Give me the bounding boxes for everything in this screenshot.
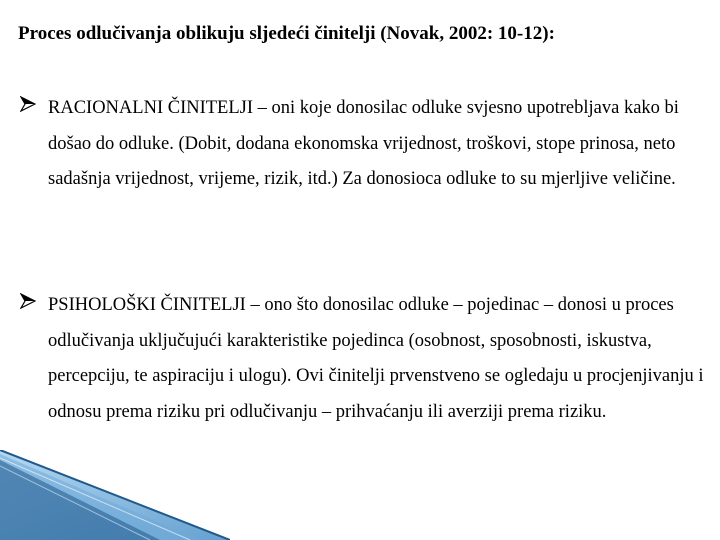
- bullet-text: PSIHOLOŠKI ČINITELJI – ono što donosilac odluke – pojedinac – donosi u proces odlučivanja uključujući karakteristike pojedinca (osobnost, sposobnosti, iskustva, percepciju, te aspiraciju i ulogu). Ovi činitelji prvenstveno se ogledaju u procjenjivanju i odnosu prema riziku pri odlučivanju – prihvaćanju ili averziji prema riziku.: [48, 295, 704, 422]
- bullet-item-psychological-factors: [20, 288, 710, 430]
- bullet-text: RACIONALNI ČINITELJI – oni koje donosilac odluke svjesno upotrebljava kako bi došao do odluke. (Dobit, dodana ekonomska vrijednost, troškovi, stope prinosa, neto sadašnja vrijednost, vrijeme, rizik, itd.) Za donosioca odluke to su mjerljive veličine.: [48, 98, 679, 189]
- arrowhead-bullet-icon: [20, 96, 36, 112]
- bullet-item-rational-factors: [20, 91, 710, 198]
- arrowhead-bullet-icon: [20, 293, 36, 309]
- corner-decoration: [0, 450, 230, 540]
- slide-title: Proces odlučivanja oblikuju sljedeći činitelji (Novak, 2002: 10-12):: [18, 23, 555, 44]
